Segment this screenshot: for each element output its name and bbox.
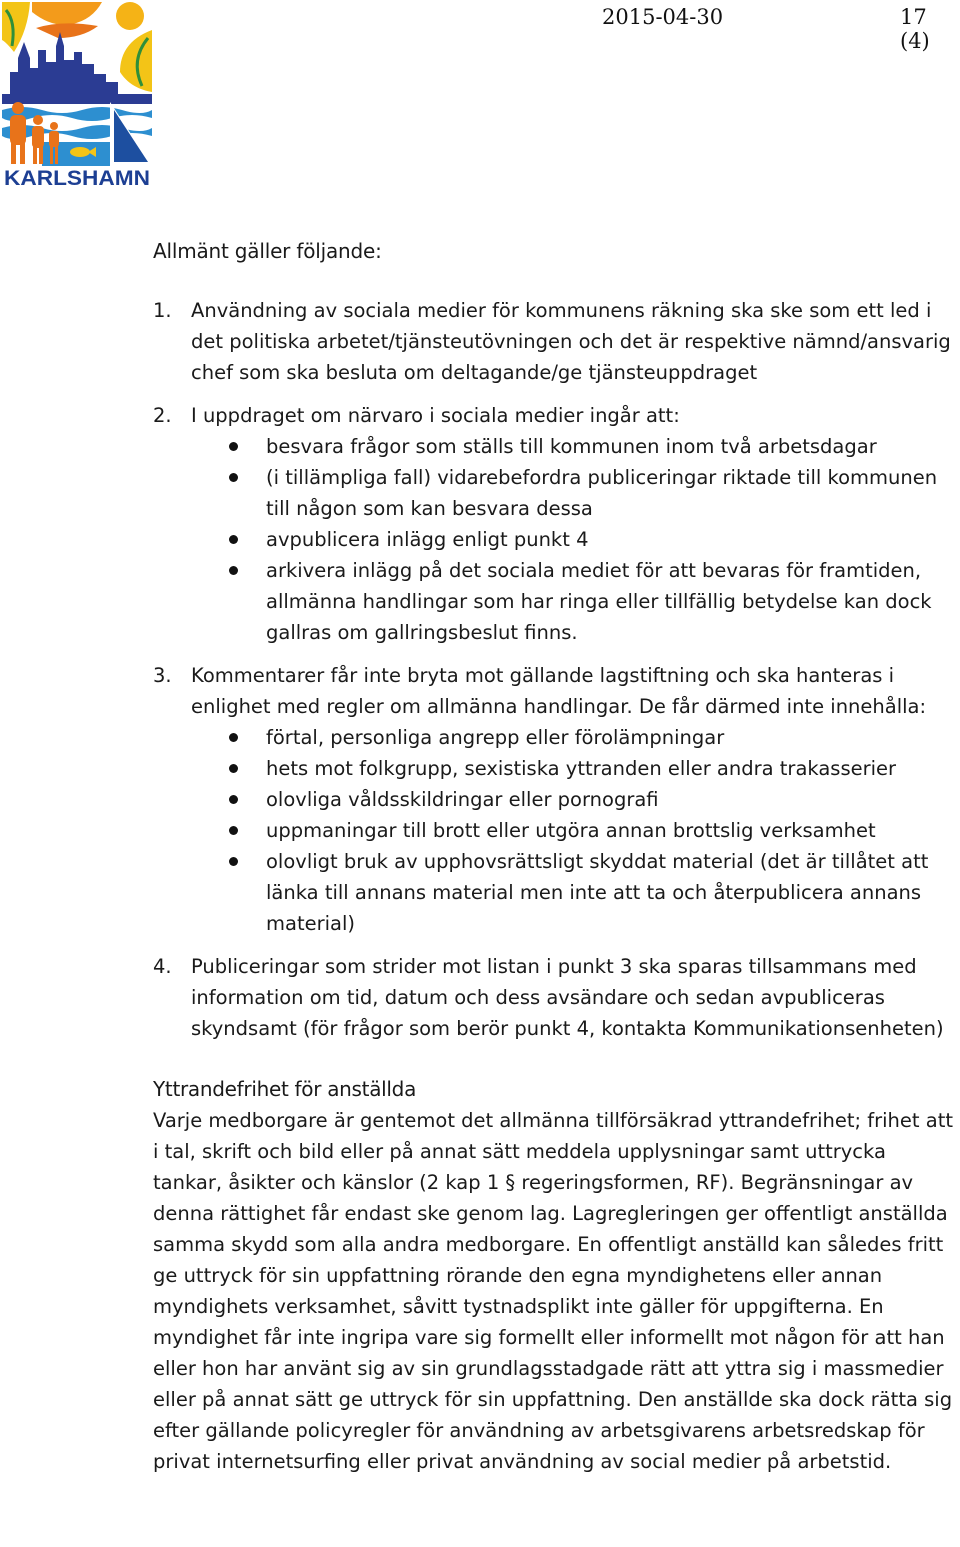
karlshamn-logo bbox=[2, 2, 152, 188]
page-number: 17 (4) bbox=[900, 5, 930, 53]
document-date: 2015-04-30 bbox=[602, 5, 724, 29]
logo-graphic bbox=[2, 2, 152, 188]
numbered-item-1 bbox=[153, 295, 953, 388]
item-text: Användning av sociala medier för kommunens räkning ska ske som ett led i det politiska arbetet/tjänsteutövningen och det är respektive nämnd/ansvarig chef som ska besluta om deltagande/ge tjänsteuppdraget bbox=[191, 299, 951, 384]
bullet-item: olovliga våldsskildringar eller pornografi bbox=[266, 784, 953, 815]
section-paragraph: Varje medborgare är gentemot det allmänna tillförsäkrad yttrandefrihet; frihet att i tal, skrift och bild eller på annat sätt meddela upplysningar samt uttrycka tankar, åsikter och känslor (2 kap 1 § regeringsformen, RF). Begränsningar av denna rättighet får endast ske genom lag. Lagregleringen ger offentligt anställda samma skydd som alla andra medborgare. En offentligt anställd kan således fritt ge uttryck för sin uppfattning rörande den egna myndighetens eller annan myndighets verksamhet, såvitt tystnadsplikt inte gäller för uppgifterna. En myndighet får inte ingripa vare sig formellt eller informellt mot någon för att han eller hon har använt sig av sin grundlagsstadgade rätt att yttra sig i massmedier eller på annat sätt ge uttryck för sin uppfattning. Den anställde ska dock rätta sig efter gällande policyregler för användning av arbetsgivarens arbetsredskap för privat internetsurfing eller privat användning av social medier på arbetstid. bbox=[153, 1109, 953, 1473]
bullet-list bbox=[191, 431, 953, 648]
section-heading: Yttrandefrihet för anställda bbox=[153, 1077, 417, 1101]
item-text: Publiceringar som strider mot listan i punkt 3 ska sparas tillsammans med information om tid, datum och dess avsändare och sedan avpubliceras skyndsamt (för frågor som berör punkt 4, kontakta Kommunikationsenheten) bbox=[191, 955, 944, 1040]
bullet-item: avpublicera inlägg enligt punkt 4 bbox=[266, 524, 953, 555]
numbered-item-4 bbox=[153, 951, 953, 1044]
bullet-item: uppmaningar till brott eller utgöra annan brottslig verksamhet bbox=[266, 815, 953, 846]
bullet-item: (i tillämpliga fall) vidarebefordra publiceringar riktade till kommunen till någon som kan besvara dessa bbox=[266, 462, 953, 524]
document-body bbox=[153, 236, 953, 1477]
bullet-item: hets mot folkgrupp, sexistiska yttranden eller andra trakasserier bbox=[266, 753, 953, 784]
item-number: 3. bbox=[153, 664, 172, 687]
bullet-item: förtal, personliga angrepp eller förolämpningar bbox=[266, 722, 953, 753]
numbered-item-2 bbox=[153, 400, 953, 648]
bullet-list bbox=[191, 722, 953, 939]
item-number: 4. bbox=[153, 955, 172, 978]
bullet-item: besvara frågor som ställs till kommunen inom två arbetsdagar bbox=[266, 431, 953, 462]
item-text: I uppdraget om närvaro i sociala medier ingår att: bbox=[191, 404, 680, 427]
bullet-item: arkivera inlägg på det sociala mediet för att bevaras för framtiden, allmänna handlingar som har ringa eller tillfällig betydelse kan dock gallras om gallringsbeslut finns. bbox=[266, 555, 953, 648]
bullet-item: olovligt bruk av upphovsrättsligt skyddat material (det är tillåtet att länka till annans material men inte att ta och återpublicera annans material) bbox=[266, 846, 953, 939]
intro-text: Allmänt gäller följande: bbox=[153, 239, 382, 263]
item-number: 2. bbox=[153, 404, 172, 427]
logo-wordmark: KARLSHAMN bbox=[4, 167, 150, 188]
item-text: Kommentarer får inte bryta mot gällande lagstiftning och ska hanteras i enlighet med regler om allmänna handlingar. De får därmed inte innehålla: bbox=[191, 664, 927, 718]
numbered-item-3 bbox=[153, 660, 953, 939]
item-number: 1. bbox=[153, 299, 172, 322]
